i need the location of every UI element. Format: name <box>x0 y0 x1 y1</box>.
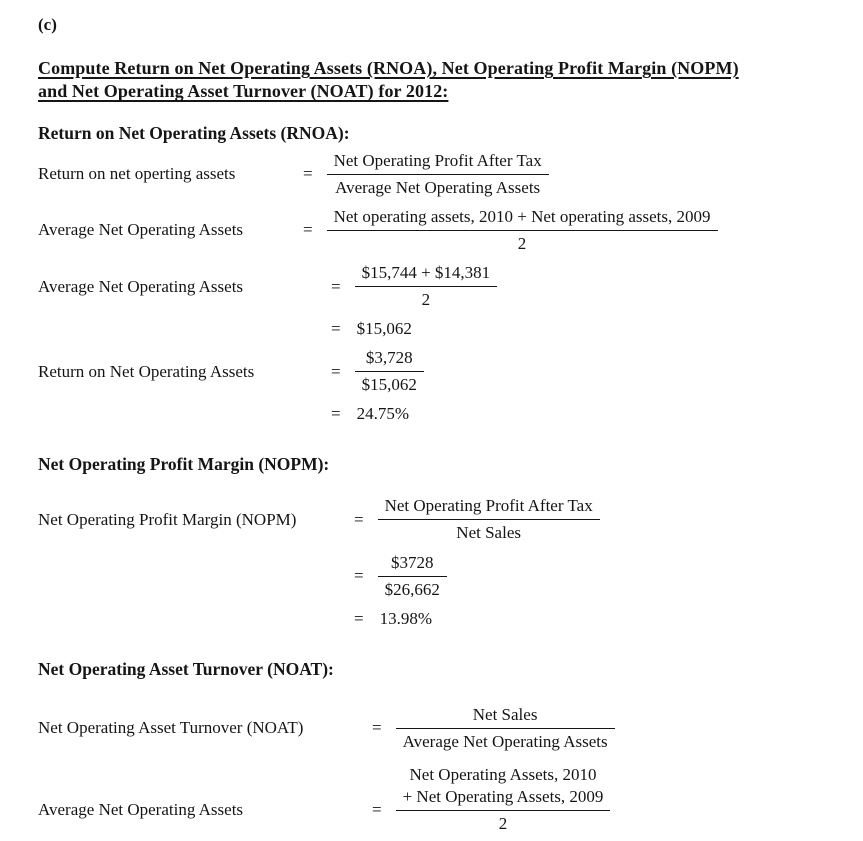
fraction-numerator: Net Operating Profit After Tax <box>327 150 549 175</box>
equation-row-nopm-definition <box>38 495 837 544</box>
fraction-denominator: $26,662 <box>384 579 440 599</box>
equation-label: Net Operating Asset Turnover (NOAT) <box>38 718 304 738</box>
fraction <box>355 347 424 396</box>
equation-label: Average Net Operating Assets <box>38 220 244 240</box>
fraction-numerator-line-1: Net Operating Assets, 2010 <box>409 764 597 784</box>
equation-result: 13.98% <box>379 608 433 628</box>
fraction-numerator-line-2: + Net Operating Assets, 2009 <box>396 786 611 811</box>
section-heading-nopm: Net Operating Profit Margin (NOPM): <box>38 453 330 474</box>
equation-row-nopm-calculation <box>38 552 837 601</box>
section-nopm <box>38 453 837 630</box>
fraction-denominator: 2 <box>421 290 431 310</box>
fraction <box>355 262 498 311</box>
equals-sign: = <box>303 220 313 240</box>
equals-sign: = <box>354 566 364 586</box>
equation-row-rnoa-definition <box>38 150 837 199</box>
equals-sign: = <box>354 608 364 628</box>
fraction-numerator: Net Operating Profit After Tax <box>378 495 600 520</box>
equation-row-average-noa-calculation <box>38 262 837 311</box>
equation-row-noat-definition <box>38 704 837 753</box>
section-heading-rnoa: Return on Net Operating Assets (RNOA): <box>38 122 350 143</box>
fraction <box>327 150 549 199</box>
equation-label: Net Operating Profit Margin (NOPM) <box>38 509 297 529</box>
equals-sign: = <box>331 319 341 339</box>
equation-label: Average Net Operating Assets <box>38 276 244 296</box>
equation-row-nopm-result <box>38 608 837 630</box>
section-rnoa <box>38 122 837 426</box>
equals-sign: = <box>331 361 341 381</box>
equation-row-average-noa-definition <box>38 206 837 255</box>
equation-row-rnoa-calculation <box>38 347 837 396</box>
fraction <box>378 495 600 544</box>
title-line-1: Compute Return on Net Operating Assets (RNOA), Net Operating Profit Margin (NOPM) <box>38 58 739 79</box>
equation-label: Return on net operting assets <box>38 164 236 184</box>
equation-label: Return on Net Operating Assets <box>38 361 255 381</box>
fraction <box>327 206 718 255</box>
fraction <box>396 764 611 835</box>
fraction-denominator: 2 <box>517 233 527 253</box>
fraction-numerator: $3728 <box>378 552 447 577</box>
fraction-denominator: $15,062 <box>361 375 417 395</box>
document-title <box>38 57 837 104</box>
equals-sign: = <box>331 276 341 296</box>
fraction-numerator: $3,728 <box>355 347 424 372</box>
section-heading-noat: Net Operating Asset Turnover (NOAT): <box>38 658 334 679</box>
equals-sign: = <box>372 799 382 819</box>
part-label: (c) <box>38 15 57 34</box>
equation-row-average-noa-result <box>38 318 837 340</box>
fraction-numerator: Net Sales <box>396 704 615 729</box>
fraction-denominator: 2 <box>498 813 508 833</box>
equation-result: 24.75% <box>356 404 410 424</box>
title-line-2: and Net Operating Asset Turnover (NOAT) for 2012: <box>38 81 449 102</box>
equals-sign: = <box>303 164 313 184</box>
fraction-denominator: Average Net Operating Assets <box>335 177 541 197</box>
fraction-numerator: Net operating assets, 2010 + Net operating assets, 2009 <box>327 206 718 231</box>
fraction-denominator: Net Sales <box>456 523 521 543</box>
fraction-numerator: $15,744 + $14,381 <box>355 262 498 287</box>
equals-sign: = <box>331 404 341 424</box>
equation-label: Average Net Operating Assets <box>38 799 244 819</box>
equals-sign: = <box>372 718 382 738</box>
fraction <box>378 552 447 601</box>
equals-sign: = <box>354 509 364 529</box>
fraction-denominator: Average Net Operating Assets <box>402 731 608 751</box>
equation-row-rnoa-result <box>38 403 837 425</box>
section-noat <box>38 658 837 835</box>
equation-result: $15,062 <box>356 319 412 339</box>
equation-row-average-noa-definition-2 <box>38 764 837 835</box>
fraction <box>396 704 615 753</box>
